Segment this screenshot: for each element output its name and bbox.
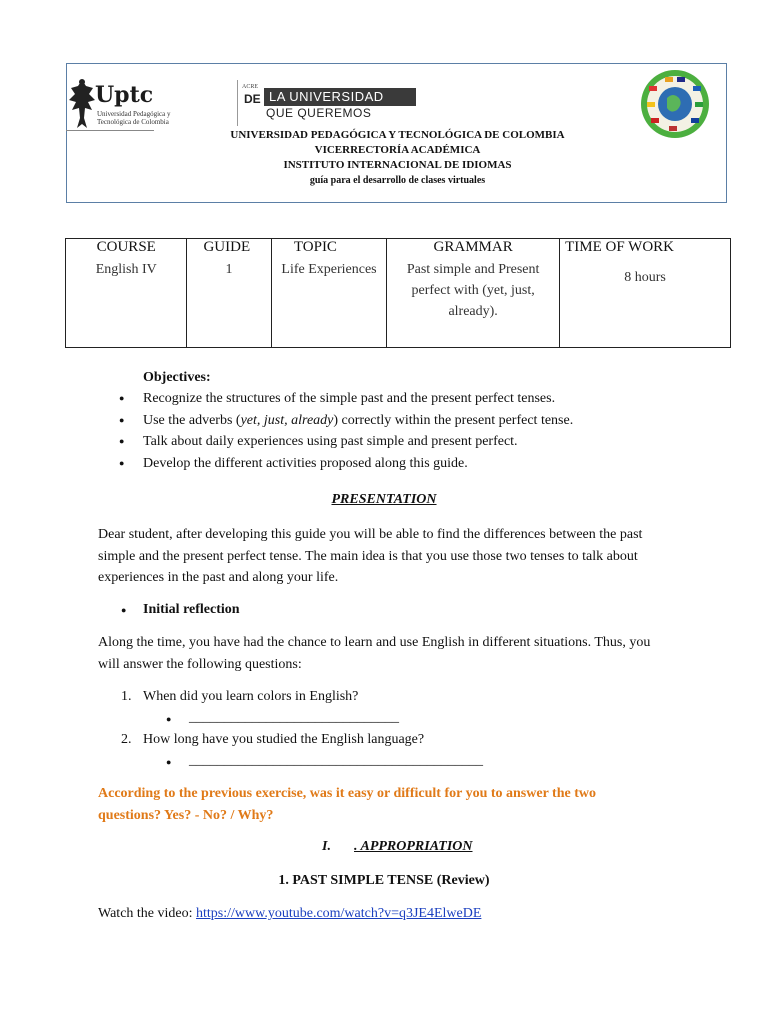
presentation-title: PRESENTATION: [331, 492, 437, 507]
uptc-wordmark: Uptc: [95, 82, 154, 108]
eagle-icon: [67, 74, 97, 134]
uptc-subtitle: Universidad Pedagógica y Tecnológica de Colombia: [97, 110, 171, 126]
question-2-number: 2.: [121, 732, 132, 747]
cell-grammar: Past simple and Present perfect with (yet, just, already).: [387, 259, 560, 348]
header-grammar: GRAMMAR: [387, 239, 560, 260]
header-guide: GUIDE: [187, 239, 271, 260]
appropriation-title: . APPROPRIATION: [354, 839, 473, 854]
cell-topic: Life Experiences: [271, 259, 386, 348]
objective-item: [119, 431, 573, 453]
follow-up-line: According to the previous exercise, was it easy or difficult for you to answer the two: [98, 786, 596, 801]
objectives-title: Objectives:: [143, 370, 211, 385]
presentation-line: experiences in the past and along your life.: [98, 570, 339, 585]
question-1-number: 1.: [121, 689, 132, 704]
header-box: [66, 63, 727, 203]
cell-guide: 1: [187, 259, 271, 348]
objective-text: Use the adverbs (: [143, 412, 241, 428]
cell-course: English IV: [66, 259, 187, 348]
question-1: When did you learn colors in English?: [143, 689, 359, 704]
objective-item: [119, 410, 573, 432]
appropriation-numeral: I.: [322, 839, 331, 854]
reflection-paragraph: [98, 632, 650, 675]
uptc-logo: [67, 74, 177, 136]
bullet-icon: ●: [121, 605, 127, 615]
banner-divider: [237, 80, 238, 126]
presentation-line: Dear student, after developing this guide you will be able to find the differences between the past: [98, 527, 643, 542]
answer-2-line[interactable]: __________________________________________: [189, 753, 483, 768]
header-line-instituto: INSTITUTO INTERNACIONAL DE IDIOMAS: [283, 159, 512, 171]
objective-item: [119, 388, 573, 410]
answer-1-line[interactable]: ______________________________: [189, 710, 399, 725]
follow-up-question: [98, 783, 596, 826]
cell-time-of-work: 8 hours: [560, 259, 731, 348]
video-link[interactable]: https://www.youtube.com/watch?v=q3JE4ElweDE: [196, 906, 482, 921]
watch-video-label: Watch the video:: [98, 906, 197, 921]
objective-adverbs-rest: ) correctly within the present perfect tense.: [333, 412, 574, 428]
objective-adverbs: yet, just, already: [240, 412, 334, 428]
header-line-vicerrectoria: VICERRECTORÍA ACADÉMICA: [314, 144, 481, 156]
objectives-list: [119, 388, 573, 474]
course-table-header-row: [66, 239, 731, 260]
course-table-row: [66, 259, 731, 348]
objective-text: Develop the different activities proposed along this guide.: [143, 455, 468, 471]
header-topic: TOPIC: [271, 239, 386, 260]
bullet-icon: ●: [166, 757, 172, 767]
presentation-paragraph: [98, 524, 642, 589]
banner-small-text: ACRE: [242, 84, 259, 90]
objective-text: Talk about daily experiences using past simple and present perfect.: [143, 434, 518, 449]
objective-item: [119, 453, 573, 475]
watch-video-line: [98, 903, 481, 925]
banner-la-universidad: [264, 88, 416, 106]
header-text-block: [67, 128, 728, 188]
follow-up-line: questions? Yes? - No? / Why?: [98, 807, 274, 823]
bullet-icon: ●: [166, 714, 172, 724]
course-table: [65, 238, 731, 348]
banner-de: DE: [244, 92, 261, 106]
header-course: COURSE: [66, 239, 187, 260]
header-time-of-work: TIME OF WORK: [560, 239, 731, 260]
banner-la-universidad-text: LA UNIVERSIDAD: [269, 89, 384, 104]
banner-que-queremos: QUE QUEREMOS: [266, 106, 372, 120]
presentation-line: simple and the present perfect tense. The main idea is that you use those two tenses to talk about: [98, 548, 638, 564]
objective-text: Recognize the structures of the simple past and the present perfect tenses.: [143, 391, 556, 406]
header-line-guia: guía para el desarrollo de clases virtuales: [309, 175, 486, 186]
uptc-underline: [66, 130, 154, 131]
past-simple-title: 1. PAST SIMPLE TENSE (Review): [278, 873, 490, 888]
question-2: How long have you studied the English language?: [143, 732, 425, 747]
reflection-line: will answer the following questions:: [98, 656, 302, 672]
header-line-university: UNIVERSIDAD PEDAGÓGICA Y TECNOLÓGICA DE COLOMBIA: [230, 129, 565, 141]
reflection-title: Initial reflection: [143, 602, 240, 617]
reflection-line: Along the time, you have had the chance to learn and use English in different situations. Thus, you: [98, 635, 651, 650]
